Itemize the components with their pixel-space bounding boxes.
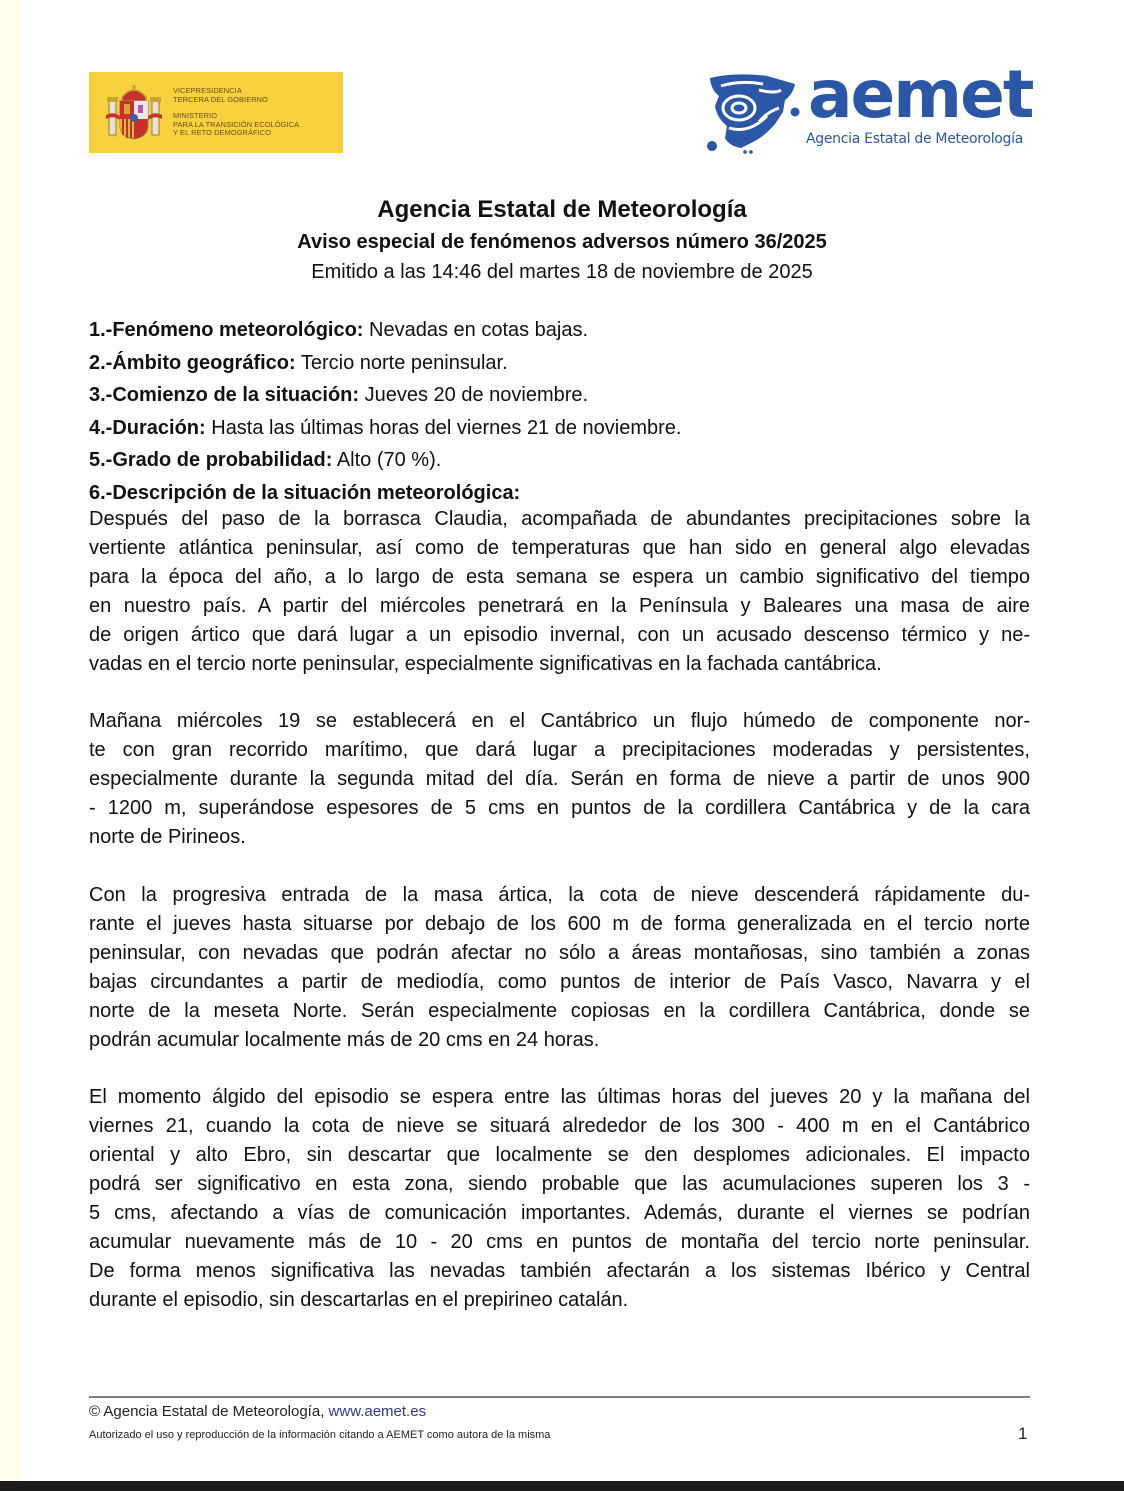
description-paragraph-3 xyxy=(89,881,1030,1055)
paragraph-line: viernes 21, cuando la cota de nieve se situará alrededor de los 300 - 400 m en el Cantábrico xyxy=(89,1115,1030,1137)
paragraph-line: norte de la meseta Norte. Serán especialmente copiosas en la cordillera Cantábrica, donde se xyxy=(89,1000,1030,1022)
paragraph-line: oriental y alto Ebro, sin descartar que localmente se den desplomes adicionales. El impacto xyxy=(89,1144,1030,1166)
detail-label: 4.-Duración: xyxy=(89,416,206,439)
iberian-map-icon xyxy=(705,72,805,154)
paragraph-line: podrá ser significativo en esta zona, siendo probable que las acumulaciones superen los 3 - xyxy=(89,1173,1030,1195)
paragraph-line: bajas circundantes a partir de mediodía, como puntos de interior de País Vasco, Navarra y el xyxy=(89,971,1030,993)
detail-value: Nevadas en cotas bajas. xyxy=(363,319,589,341)
description-paragraph-2 xyxy=(89,707,1030,852)
description-paragraph-4 xyxy=(89,1083,1030,1315)
detail-label: 2.-Ámbito geográfico: xyxy=(89,351,296,374)
issued-timestamp: Emitido a las 14:46 del martes 18 de noviembre de 2025 xyxy=(311,261,813,283)
detail-duration xyxy=(89,412,1034,445)
paragraph-line: Después del paso de la borrasca Claudia, acompañada de abundantes precipitaciones sobre la xyxy=(89,508,1030,530)
viewer-bottom-bar xyxy=(0,1481,1124,1491)
page-number: 1 xyxy=(1018,1424,1028,1443)
aemet-logo xyxy=(705,56,1035,155)
aemet-website-link[interactable]: www.aemet.es xyxy=(328,1403,427,1420)
aemet-tagline: Agencia Estatal de Meteorología xyxy=(806,131,1024,147)
ministry-line: MINISTERIO xyxy=(173,111,218,121)
paragraph-line: - 1200 m, superándose espesores de 5 cms en puntos de la cordillera Cantábrica y de la cara xyxy=(89,797,1030,819)
ministry-text xyxy=(173,87,299,138)
aemet-wordmark: aemet xyxy=(808,56,1033,133)
paragraph-line: podrán acumular localmente más de 20 cms en 24 horas. xyxy=(89,1029,600,1051)
ministry-line: Y EL RETO DEMOGRÁFICO xyxy=(173,128,272,138)
description-paragraph-1 xyxy=(89,505,1030,679)
paragraph-line: de origen ártico que dará lugar a un episodio invernal, con un acusado descenso térmico y ne- xyxy=(89,624,1030,646)
paragraph-line: norte de Pirineos. xyxy=(89,826,246,848)
paragraph-line: 5 cms, afectando a vías de comunicación importantes. Además, durante el viernes se podrían xyxy=(89,1202,1030,1224)
paragraph-line: peninsular, con nevadas que podrán afectar no sólo a áreas montañosas, sino también a zonas xyxy=(89,942,1030,964)
warning-details xyxy=(89,314,1034,510)
paragraph-line: De forma menos significativa las nevadas también afectarán a los sistemas Ibérico y Central xyxy=(89,1260,1030,1282)
detail-label: 1.-Fenómeno meteorológico: xyxy=(89,319,364,341)
ministry-logo xyxy=(89,72,343,153)
detail-value: Jueves 20 de noviembre. xyxy=(359,384,589,407)
paragraph-line: Mañana miércoles 19 se establecerá en el Cantábrico un flujo húmedo de componente nor- xyxy=(89,710,1030,732)
paragraph-line: durante el episodio, sin descartarlas en el prepirineo catalán. xyxy=(89,1289,629,1311)
detail-probability xyxy=(89,444,1034,477)
paragraph-line: acumular nuevamente más de 10 - 20 cms en puntos de montaña del tercio norte peninsular. xyxy=(89,1231,1030,1253)
paragraph-line: para la época del año, a lo largo de esta semana se espera un cambio significativo del tiempo xyxy=(89,566,1030,588)
ministry-line: TERCERA DEL GOBIERNO xyxy=(173,94,268,104)
detail-value: Alto (70 %). xyxy=(332,449,442,472)
paragraph-line: rante el jueves hasta situarse por debajo de los 600 m de forma generalizada en el tercio norte xyxy=(89,913,1030,935)
paragraph-line: vertiente atlántica peninsular, así como de temperaturas que han sido en general algo elevadas xyxy=(89,537,1030,559)
detail-phenomenon xyxy=(89,314,1034,347)
detail-start xyxy=(89,379,1034,412)
detail-value: Hasta las últimas horas del viernes 21 de noviembre. xyxy=(205,416,682,439)
paragraph-line: Con la progresiva entrada de la masa ártica, la cota de nieve descenderá rápidamente du- xyxy=(89,884,1030,906)
paragraph-line: te con gran recorrido marítimo, que dará lugar a precipitaciones moderadas y persistentes, xyxy=(89,739,1030,761)
ministry-line: VICEPRESIDENCIA xyxy=(173,86,242,96)
detail-label: 6.-Descripción de la situación meteorológica: xyxy=(89,481,521,504)
footer-usage-note: Autorizado el uso y reproducción de la información citando a AEMET como autora de la misma xyxy=(89,1429,551,1441)
paragraph-line: especialmente durante la segunda mitad del día. Serán en forma de nieve a partir de unos 900 xyxy=(89,768,1030,790)
document-subtitle: Aviso especial de fenómenos adversos número 36/2025 xyxy=(297,231,827,253)
copyright-text: © Agencia Estatal de Meteorología, xyxy=(89,1403,329,1420)
document-title: Agencia Estatal de Meteorología xyxy=(377,196,747,223)
paragraph-line: vadas en el tercio norte peninsular, especialmente significativas en la fachada cantábrica. xyxy=(89,653,882,675)
detail-value: Tercio norte peninsular. xyxy=(295,351,508,374)
paragraph-line: en nuestro país. A partir del miércoles penetrará en la Península y Baleares una masa de aire xyxy=(89,595,1030,617)
detail-geographic-scope xyxy=(89,347,1034,380)
footer-copyright xyxy=(89,1403,426,1420)
detail-label: 3.-Comienzo de la situación: xyxy=(89,384,360,407)
coat-of-arms-icon xyxy=(105,83,163,143)
detail-label: 5.-Grado de probabilidad: xyxy=(89,449,333,472)
paragraph-line: El momento álgido del episodio se espera entre las últimas horas del jueves 20 y la mañana del xyxy=(89,1086,1030,1108)
footer-divider xyxy=(89,1396,1030,1398)
ministry-line: PARA LA TRANSICIÓN ECOLÓGICA xyxy=(173,119,300,129)
